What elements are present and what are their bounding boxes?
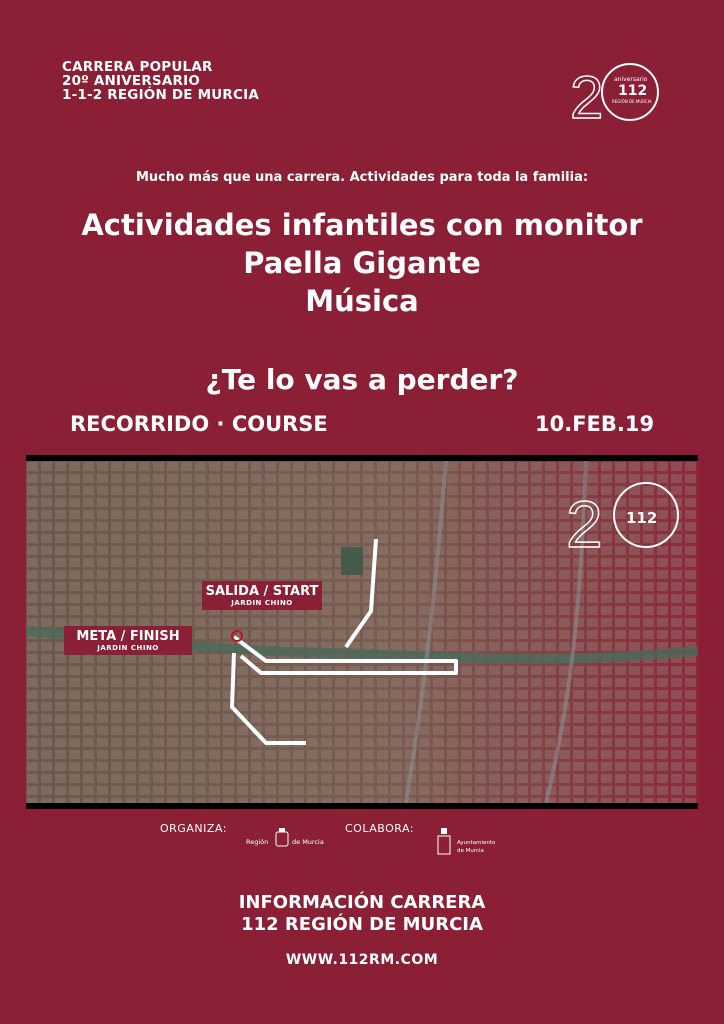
ayto-text: Ayuntamiento	[457, 840, 496, 846]
footer-line1: INFORMACIÓN CARRERA	[238, 892, 486, 913]
finish-sub: JARDIN CHINO	[97, 644, 159, 652]
logo-aniversario: aniversario	[614, 76, 648, 83]
ayuntamiento-logo	[435, 826, 515, 860]
sponsors	[160, 822, 227, 835]
event-title	[62, 60, 259, 102]
website-link[interactable]: WWW.112RM.COM	[285, 952, 439, 968]
ayto-text2: de Murcia	[457, 848, 484, 854]
organiza-label: ORGANIZA:	[160, 822, 227, 835]
event-title-line1: CARRERA POPULAR	[62, 59, 213, 75]
question-heading: ¿Te lo vas a perder?	[205, 363, 519, 396]
intro-text: Mucho más que una carrera. Actividades para toda la familia:	[135, 170, 589, 185]
course-label: RECORRIDO · COURSE	[70, 412, 328, 436]
anniversary-logo	[570, 62, 662, 122]
logo-112: 112	[618, 83, 648, 99]
start-sub: JARDIN CHINO	[231, 599, 293, 607]
logo-region: REGIÓN DE MURCIA	[612, 99, 652, 104]
svg-text:2: 2	[566, 487, 603, 561]
start-label	[202, 581, 322, 610]
activity-children: Actividades infantiles con monitor	[81, 208, 643, 242]
finish-title: META / FINISH	[76, 629, 180, 644]
map-logo-112: 112	[626, 509, 658, 527]
activity-music: Música	[305, 284, 419, 318]
footer-info	[0, 892, 724, 936]
svg-text:2: 2	[570, 64, 604, 122]
event-title-line2: 20º ANIVERSARIO	[62, 73, 200, 89]
colabora-label: COLABORA:	[345, 822, 414, 835]
region-murcia-logo	[246, 826, 330, 856]
region-text: Región	[246, 838, 269, 846]
de-murcia-text: de Murcia	[292, 838, 324, 846]
event-title-line3: 1-1-2 REGIÓN DE MURCIA	[62, 87, 259, 103]
event-date: 10.FEB.19	[535, 412, 655, 436]
finish-label	[64, 626, 192, 655]
activities-list	[0, 206, 724, 320]
castle-icon	[435, 826, 453, 856]
activity-paella: Paella Gigante	[243, 246, 481, 280]
footer-line2: 112 REGIÓN DE MURCIA	[241, 914, 483, 935]
route-map	[26, 455, 698, 809]
coat-of-arms-icon	[274, 828, 290, 850]
start-title: SALIDA / START	[205, 584, 319, 599]
